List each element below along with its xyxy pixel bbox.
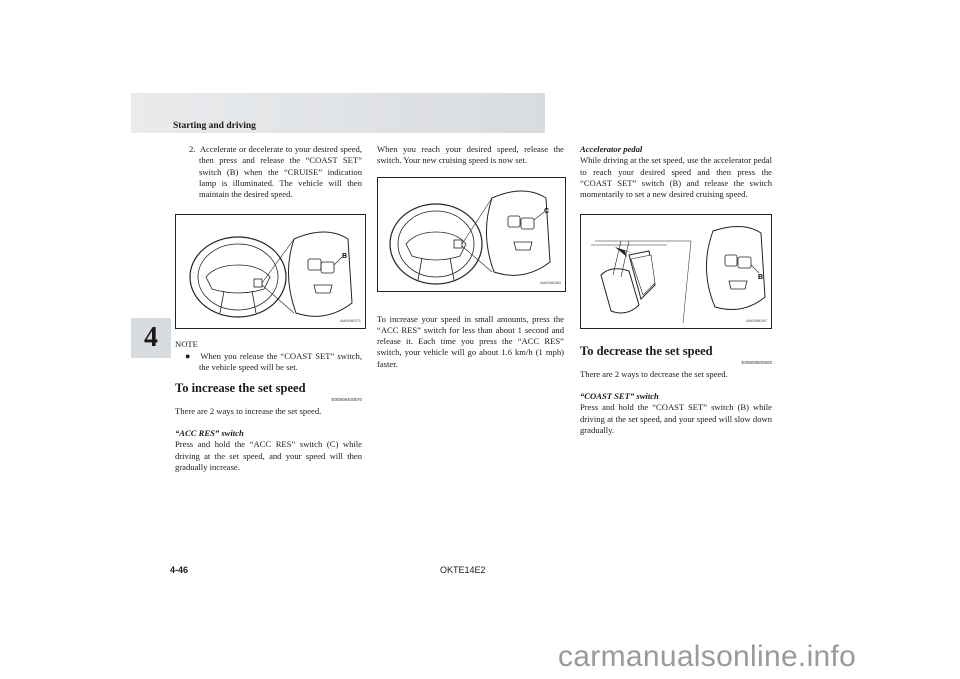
step-text: Accelerate or decelerate to your desired speed, then press and release the “COAST SET” switch (B) when the “CRUISE” indication lamp is illuminated. The vehicle will then maintain the desired speed. — [199, 144, 362, 200]
figure-label-c: C — [544, 207, 550, 215]
accelerator-illustration — [581, 215, 771, 328]
steering-wheel-illustration — [378, 178, 565, 291]
figure-code: AA0096371 — [340, 318, 361, 324]
section-code: E00609500500 — [741, 360, 772, 366]
column-2 — [377, 144, 564, 370]
subheading-coast-set: “COAST SET” switch — [580, 391, 659, 402]
figure-label-b: B — [342, 253, 348, 261]
figure-code: AA0096397 — [746, 318, 767, 324]
paragraph-small-increase: To increase your speed in small amounts, press the “ACC RES” switch for less than about 1 second and release it. Each time you press the “ACC RES” switch, your vehicle will go about 1.6 km/h (1 mph) faster. — [377, 313, 564, 369]
column-1 — [175, 144, 362, 473]
figure-pedal-and-switch — [580, 214, 772, 329]
step-2 — [175, 144, 362, 200]
intro-text: There are 2 ways to decrease the set speed. — [580, 368, 728, 379]
subheading-accelerator-pedal: Accelerator pedal — [580, 144, 643, 154]
body-text: Press and hold the “COAST SET” switch (B) while driving at the set speed, and your speed will slow down gradually. — [580, 402, 772, 435]
document-code: OKTE14E2 — [440, 565, 486, 575]
body-text: Press and hold the “ACC RES” switch (C) while driving at the set speed, and your speed will then gradually increase. — [175, 439, 362, 472]
figure-steering-wheel-c — [377, 177, 566, 292]
section-code: E00609400570 — [331, 397, 362, 403]
figure-label-b: B — [758, 274, 764, 282]
watermark: carmanualsonline.info — [558, 640, 857, 673]
chapter-number: 4 — [144, 322, 158, 353]
paragraph-accelerator: While driving at the set speed, use the accelerator pedal to reach your desired speed and then press the “COAST SET” switch (B) and release the switch momentarily to set a new desired cruising speed. — [580, 155, 772, 200]
note-text: When you release the “COAST SET” switch, the vehicle speed will be set. — [199, 350, 363, 373]
note-title: NOTE — [175, 339, 198, 350]
figure-code: AA0096384 — [540, 280, 561, 286]
subheading-acc-res: “ACC RES” switch — [175, 427, 244, 438]
note-item — [175, 351, 362, 374]
step-number: 2. — [189, 144, 196, 154]
steering-wheel-illustration — [176, 215, 365, 328]
section-heading-decrease: To decrease the set speed — [580, 344, 713, 359]
bullet-icon: ● — [185, 350, 192, 361]
page-number: 4-46 — [170, 565, 189, 575]
header-title: Starting and driving — [173, 121, 256, 131]
section-heading-increase: To increase the set speed — [175, 381, 306, 396]
paragraph-release: When you reach your desired speed, release the switch. Your new cruising speed is now set. — [377, 144, 564, 166]
figure-steering-wheel-b — [175, 214, 366, 329]
column-3 — [580, 144, 772, 436]
intro-text: There are 2 ways to increase the set speed. — [175, 405, 322, 416]
